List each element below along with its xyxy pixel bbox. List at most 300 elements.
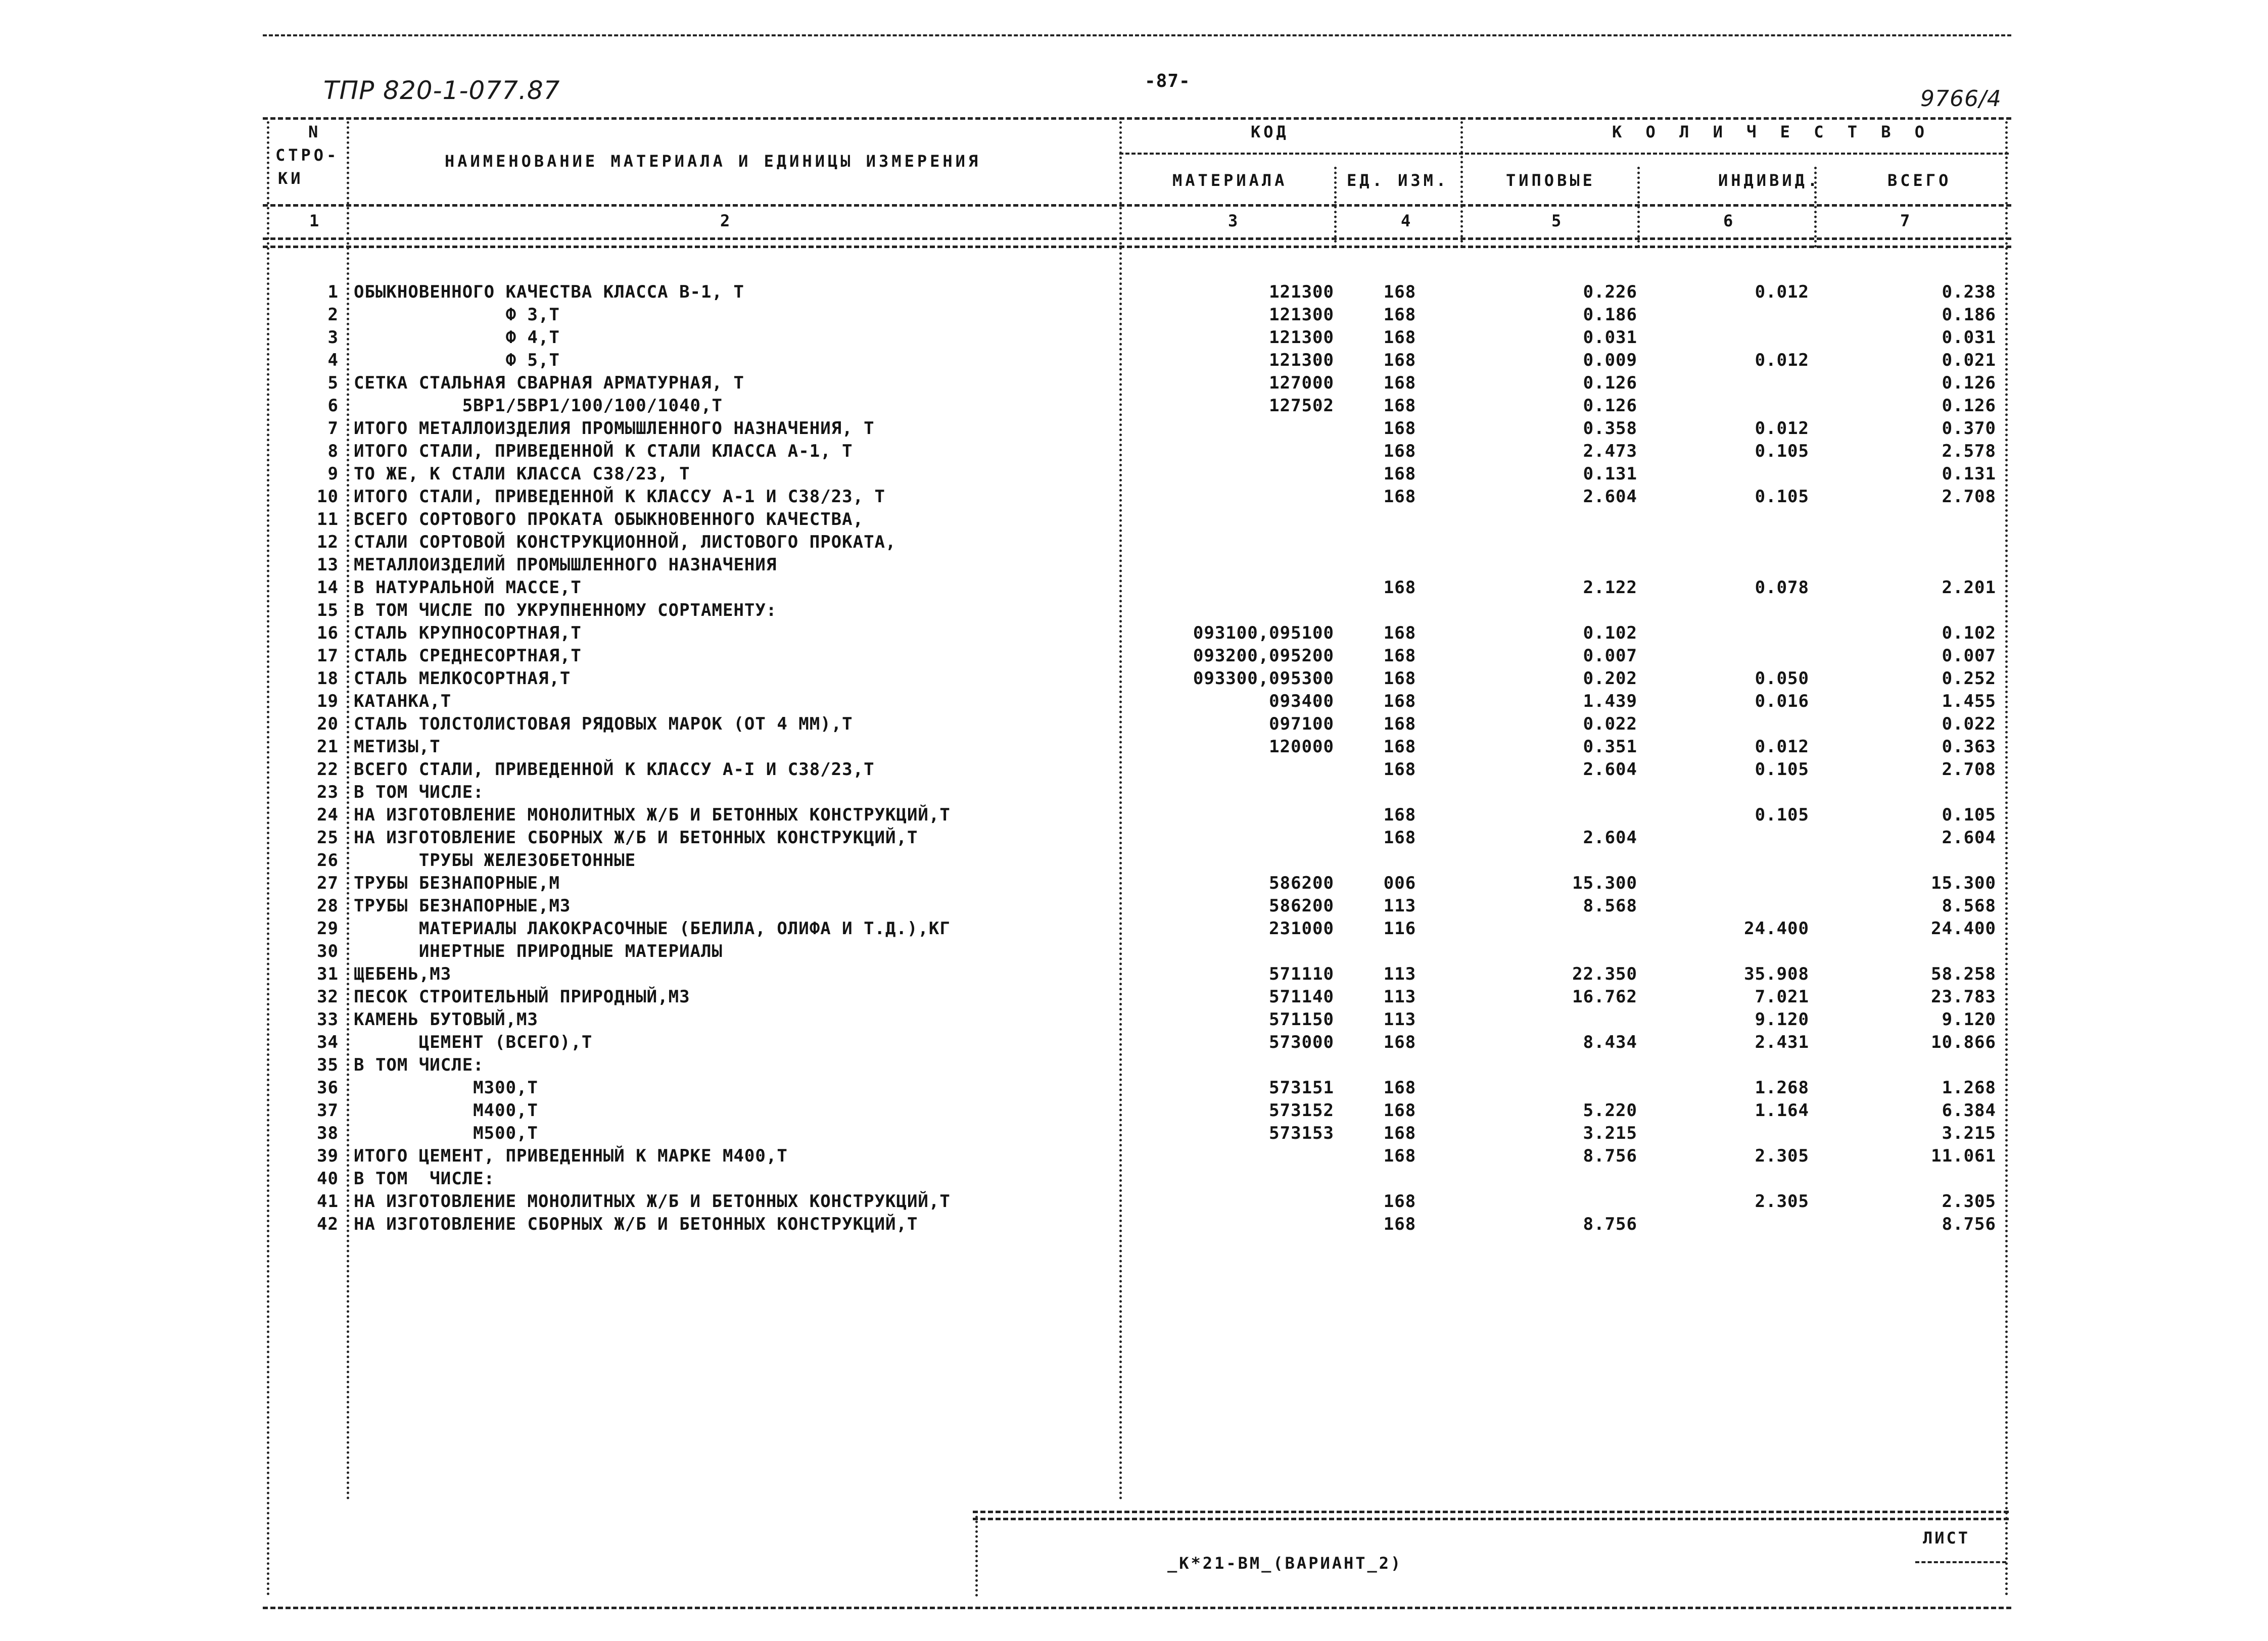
table-row	[0, 577, 2268, 600]
row-material: ИТОГО СТАЛИ, ПРИВЕДЕННОЙ К СТАЛИ КЛАССА А-1, Т	[354, 441, 853, 461]
row-material: В ТОМ ЧИСЛЕ ПО УКРУПНЕННОМУ СОРТАМЕНТУ:	[354, 600, 777, 620]
row-individual: 1.268	[1755, 1078, 1809, 1098]
row-total: 15.300	[1931, 873, 1996, 893]
row-unit: 168	[1383, 327, 1416, 348]
row-material: СТАЛЬ МЕЛКОСОРТНАЯ,Т	[354, 668, 571, 689]
row-number: 36	[317, 1078, 339, 1098]
row-material: Ф 3,Т	[354, 305, 560, 325]
row-number: 13	[317, 555, 339, 575]
row-number: 1	[327, 282, 339, 302]
row-individual: 0.105	[1755, 487, 1809, 507]
row-code: 231000	[1269, 919, 1334, 939]
row-unit: 168	[1383, 1078, 1416, 1098]
row-unit: 168	[1383, 1123, 1416, 1143]
table-row	[0, 941, 2268, 964]
footer-top-rule-2	[973, 1518, 2009, 1520]
table-row	[0, 1055, 2268, 1078]
row-typical: 0.102	[1583, 623, 1637, 643]
footer-sheet-rule	[1915, 1561, 2006, 1563]
row-unit: 168	[1383, 1146, 1416, 1166]
table-row	[0, 600, 2268, 623]
row-unit: 168	[1383, 396, 1416, 416]
table-row	[0, 1032, 2268, 1055]
table-row	[0, 646, 2268, 668]
header-quantity: К О Л И Ч Е С Т В О	[1612, 122, 1932, 141]
row-individual: 9.120	[1755, 1009, 1809, 1030]
header-unit: ЕД. ИЗМ.	[1347, 171, 1449, 190]
row-total: 0.022	[1942, 714, 1996, 734]
row-number: 28	[317, 896, 339, 916]
row-individual: 24.400	[1744, 919, 1809, 939]
table-row	[0, 805, 2268, 828]
header-code-sub: МАТЕРИАЛА	[1172, 171, 1288, 190]
table-row	[0, 1191, 2268, 1214]
row-code: 573151	[1269, 1078, 1334, 1098]
row-typical: 2.604	[1583, 487, 1637, 507]
row-material: СТАЛЬ КРУПНОСОРТНАЯ,Т	[354, 623, 582, 643]
table-row	[0, 964, 2268, 987]
row-total: 0.031	[1942, 327, 1996, 348]
row-material: НА ИЗГОТОВЛЕНИЕ СБОРНЫХ Ж/Б И БЕТОННЫХ КОНСТРУКЦИЙ,Т	[354, 1214, 918, 1234]
row-material: СТАЛЬ СРЕДНЕСОРТНАЯ,Т	[354, 646, 582, 666]
row-material: ВСЕГО СТАЛИ, ПРИВЕДЕННОЙ К КЛАССУ А-I И С38/23,Т	[354, 759, 875, 780]
table-row	[0, 487, 2268, 509]
row-number: 40	[317, 1169, 339, 1189]
row-individual: 2.305	[1755, 1146, 1809, 1166]
row-individual: 0.012	[1755, 737, 1809, 757]
table-row	[0, 350, 2268, 373]
row-typical: 3.215	[1583, 1123, 1637, 1143]
row-individual: 0.105	[1755, 441, 1809, 461]
header-total: ВСЕГО	[1887, 171, 1952, 190]
row-total: 0.252	[1942, 668, 1996, 689]
row-material: ИТОГО СТАЛИ, ПРИВЕДЕННОЙ К КЛАССУ А-1 И С38/23, Т	[354, 487, 886, 507]
row-number: 32	[317, 987, 339, 1007]
row-total: 0.021	[1942, 350, 1996, 370]
row-code: 121300	[1269, 327, 1334, 348]
table-row	[0, 782, 2268, 805]
row-material: НА ИЗГОТОВЛЕНИЕ МОНОЛИТНЫХ Ж/Б И БЕТОННЫХ КОНСТРУКЦИЙ,Т	[354, 1191, 951, 1212]
table-row	[0, 396, 2268, 418]
row-number: 3	[327, 327, 339, 348]
row-material: ТРУБЫ ЖЕЛЕЗОБЕТОННЫЕ	[354, 850, 636, 871]
row-material: СТАЛИ СОРТОВОЙ КОНСТРУКЦИОННОЙ, ЛИСТОВОГО ПРОКАТА,	[354, 532, 896, 552]
row-individual: 0.016	[1755, 691, 1809, 711]
row-number: 35	[317, 1055, 339, 1075]
row-number: 38	[317, 1123, 339, 1143]
row-unit: 113	[1383, 987, 1416, 1007]
row-unit: 168	[1383, 441, 1416, 461]
row-code: 121300	[1269, 282, 1334, 302]
row-number: 15	[317, 600, 339, 620]
row-number: 29	[317, 919, 339, 939]
row-material: 5ВР1/5ВР1/100/100/1040,Т	[354, 396, 723, 416]
row-total: 2.708	[1942, 487, 1996, 507]
row-total: 2.708	[1942, 759, 1996, 780]
row-unit: 168	[1383, 668, 1416, 689]
row-typical: 0.351	[1583, 737, 1637, 757]
sheet-reference: 9766/4	[1920, 86, 2002, 112]
row-code: 120000	[1269, 737, 1334, 757]
table-row	[0, 418, 2268, 441]
row-code: 093100,095100	[1193, 623, 1334, 643]
row-total: 0.007	[1942, 646, 1996, 666]
row-number: 10	[317, 487, 339, 507]
row-code: 093300,095300	[1193, 668, 1334, 689]
row-typical: 16.762	[1572, 987, 1637, 1007]
row-number: 41	[317, 1191, 339, 1212]
row-number: 26	[317, 850, 339, 871]
row-total: 8.568	[1942, 896, 1996, 916]
row-total: 2.305	[1942, 1191, 1996, 1212]
header-num-4: 4	[1401, 211, 1414, 230]
row-code: 573153	[1269, 1123, 1334, 1143]
row-individual: 0.078	[1755, 577, 1809, 598]
col-sep-code	[1334, 167, 1337, 248]
document-code: ТПР 820-1-077.87	[323, 76, 560, 105]
row-typical: 0.226	[1583, 282, 1637, 302]
row-total: 0.363	[1942, 737, 1996, 757]
row-number: 42	[317, 1214, 339, 1234]
footer-variant-label: _К*21-ВМ_(ВАРИАНТ_2)	[1167, 1554, 1403, 1573]
row-code: 127000	[1269, 373, 1334, 393]
table-row	[0, 1214, 2268, 1237]
row-typical: 0.007	[1583, 646, 1637, 666]
header-num-2: 2	[720, 211, 733, 230]
row-material: В НАТУРАЛЬНОЙ МАССЕ,Т	[354, 577, 582, 598]
row-individual: 0.105	[1755, 759, 1809, 780]
row-material: Ф 4,Т	[354, 327, 560, 348]
row-total: 10.866	[1931, 1032, 1996, 1052]
row-number: 31	[317, 964, 339, 984]
row-number: 12	[317, 532, 339, 552]
row-individual: 0.012	[1755, 418, 1809, 439]
row-total: 0.126	[1942, 396, 1996, 416]
header-num-1: 1	[309, 211, 322, 230]
table-row	[0, 1009, 2268, 1032]
row-unit: 168	[1383, 487, 1416, 507]
table-row	[0, 668, 2268, 691]
row-typical: 0.358	[1583, 418, 1637, 439]
row-material: ПЕСОК СТРОИТЕЛЬНЫЙ ПРИРОДНЫЙ,М3	[354, 987, 690, 1007]
row-total: 3.215	[1942, 1123, 1996, 1143]
row-individual: 2.305	[1755, 1191, 1809, 1212]
row-individual: 0.105	[1755, 805, 1809, 825]
header-name: НАИМЕНОВАНИЕ МАТЕРИАЛА И ЕДИНИЦЫ ИЗМЕРЕНИЯ	[445, 152, 981, 171]
row-number: 20	[317, 714, 339, 734]
row-material: НА ИЗГОТОВЛЕНИЕ СБОРНЫХ Ж/Б И БЕТОННЫХ КОНСТРУКЦИЙ,Т	[354, 828, 918, 848]
row-code: 571110	[1269, 964, 1334, 984]
row-typical: 8.756	[1583, 1146, 1637, 1166]
header-bottom-rule	[263, 204, 2011, 207]
row-material: В ТОМ ЧИСЛЕ:	[354, 782, 484, 802]
row-material: ТРУБЫ БЕЗНАПОРНЫЕ,М3	[354, 896, 571, 916]
header-n: N	[308, 122, 321, 141]
table-row	[0, 1146, 2268, 1169]
table-row	[0, 623, 2268, 646]
table-row	[0, 714, 2268, 737]
row-typical: 0.022	[1583, 714, 1637, 734]
row-unit: 168	[1383, 418, 1416, 439]
row-number: 39	[317, 1146, 339, 1166]
row-number: 9	[327, 464, 339, 484]
table-row	[0, 737, 2268, 759]
row-code: 586200	[1269, 873, 1334, 893]
col-sep-unit	[1460, 121, 1463, 248]
table-row	[0, 1123, 2268, 1146]
row-total: 9.120	[1942, 1009, 1996, 1030]
header-sub-rule	[1119, 153, 2009, 155]
row-unit: 168	[1383, 1100, 1416, 1121]
row-material: СТАЛЬ ТОЛСТОЛИСТОВАЯ РЯДОВЫХ МАРОК (ОТ 4 ММ),Т	[354, 714, 853, 734]
row-unit: 113	[1383, 964, 1416, 984]
row-code: 093200,095200	[1193, 646, 1334, 666]
row-individual: 2.431	[1755, 1032, 1809, 1052]
row-code: 121300	[1269, 305, 1334, 325]
row-number: 34	[317, 1032, 339, 1052]
table-row	[0, 896, 2268, 919]
table-row	[0, 555, 2268, 577]
row-unit: 168	[1383, 1032, 1416, 1052]
row-material: ТРУБЫ БЕЗНАПОРНЫЕ,М	[354, 873, 560, 893]
row-number: 37	[317, 1100, 339, 1121]
table-row	[0, 873, 2268, 896]
header-num-rule	[263, 237, 2011, 240]
row-number: 5	[327, 373, 339, 393]
row-individual: 7.021	[1755, 987, 1809, 1007]
table-row	[0, 305, 2268, 327]
row-code: 571150	[1269, 1009, 1334, 1030]
row-typical: 0.031	[1583, 327, 1637, 348]
header-n-line3: КИ	[278, 169, 304, 188]
row-total: 6.384	[1942, 1100, 1996, 1121]
row-total: 0.238	[1942, 282, 1996, 302]
row-total: 58.258	[1931, 964, 1996, 984]
row-typical: 5.220	[1583, 1100, 1637, 1121]
row-number: 30	[317, 941, 339, 961]
row-typical: 8.568	[1583, 896, 1637, 916]
row-unit: 168	[1383, 759, 1416, 780]
row-material: МАТЕРИАЛЫ ЛАКОКРАСОЧНЫЕ (БЕЛИЛА, ОЛИФА И Т.Д.),КГ	[354, 919, 951, 939]
row-typical: 8.434	[1583, 1032, 1637, 1052]
row-unit: 168	[1383, 577, 1416, 598]
row-typical: 2.604	[1583, 759, 1637, 780]
row-number: 16	[317, 623, 339, 643]
row-typical: 22.350	[1572, 964, 1637, 984]
row-typical: 0.202	[1583, 668, 1637, 689]
page-marker: -87-	[1145, 71, 1191, 91]
row-typical: 2.122	[1583, 577, 1637, 598]
row-typical: 2.473	[1583, 441, 1637, 461]
row-code: 093400	[1269, 691, 1334, 711]
table-row	[0, 1169, 2268, 1191]
row-number: 27	[317, 873, 339, 893]
table-row	[0, 464, 2268, 487]
row-number: 24	[317, 805, 339, 825]
row-total: 0.102	[1942, 623, 1996, 643]
row-typical: 0.126	[1583, 373, 1637, 393]
table-row	[0, 509, 2268, 532]
row-code: 571140	[1269, 987, 1334, 1007]
row-unit: 168	[1383, 350, 1416, 370]
row-material: МЕТАЛЛОИЗДЕЛИЙ ПРОМЫШЛЕННОГО НАЗНАЧЕНИЯ	[354, 555, 777, 575]
table-row	[0, 987, 2268, 1009]
row-number: 25	[317, 828, 339, 848]
footer-top-rule	[973, 1511, 2009, 1513]
row-material: СЕТКА СТАЛЬНАЯ СВАРНАЯ АРМАТУРНАЯ, Т	[354, 373, 744, 393]
row-number: 23	[317, 782, 339, 802]
row-unit: 006	[1383, 873, 1416, 893]
row-total: 11.061	[1931, 1146, 1996, 1166]
table-row	[0, 1100, 2268, 1123]
row-typical: 0.186	[1583, 305, 1637, 325]
header-n-line2: СТРО-	[275, 146, 340, 165]
header-num-6: 6	[1723, 211, 1736, 230]
row-unit: 168	[1383, 373, 1416, 393]
table-row	[0, 1078, 2268, 1100]
row-material: ИНЕРТНЫЕ ПРИРОДНЫЕ МАТЕРИАЛЫ	[354, 941, 723, 961]
row-material: ОБЫКНОВЕННОГО КАЧЕСТВА КЛАССА В-1, Т	[354, 282, 744, 302]
row-material: ИТОГО МЕТАЛЛОИЗДЕЛИЯ ПРОМЫШЛЕННОГО НАЗНАЧЕНИЯ, Т	[354, 418, 875, 439]
header-num-5: 5	[1551, 211, 1565, 230]
row-number: 33	[317, 1009, 339, 1030]
table-row	[0, 373, 2268, 396]
title-underline	[263, 117, 2011, 120]
row-material: КАМЕНЬ БУТОВЫЙ,М3	[354, 1009, 538, 1030]
header-typical: ТИПОВЫЕ	[1506, 171, 1595, 190]
row-number: 19	[317, 691, 339, 711]
row-material: ИТОГО ЦЕМЕНТ, ПРИВЕДЕННЫЙ К МАРКЕ М400,Т	[354, 1146, 788, 1166]
col-sep-ind	[1814, 167, 1817, 248]
top-dashed-rule	[263, 34, 2011, 36]
row-total: 23.783	[1931, 987, 1996, 1007]
row-code: 573152	[1269, 1100, 1334, 1121]
row-total: 1.268	[1942, 1078, 1996, 1098]
row-total: 2.578	[1942, 441, 1996, 461]
table-row	[0, 327, 2268, 350]
row-material: ЩЕБЕНЬ,М3	[354, 964, 452, 984]
row-unit: 116	[1383, 919, 1416, 939]
row-total: 0.370	[1942, 418, 1996, 439]
row-total: 1.455	[1942, 691, 1996, 711]
row-typical: 2.604	[1583, 828, 1637, 848]
row-typical: 15.300	[1572, 873, 1637, 893]
header-num-3: 3	[1228, 211, 1241, 230]
row-individual: 0.050	[1755, 668, 1809, 689]
row-unit: 168	[1383, 737, 1416, 757]
col-sep-typ	[1637, 167, 1640, 248]
table-row	[0, 441, 2268, 464]
row-unit: 168	[1383, 1191, 1416, 1212]
row-material: КАТАНКА,Т	[354, 691, 452, 711]
row-typical: 0.131	[1583, 464, 1637, 484]
row-number: 11	[317, 509, 339, 529]
row-material: МЕТИЗЫ,Т	[354, 737, 441, 757]
row-total: 8.756	[1942, 1214, 1996, 1234]
row-typical: 8.756	[1583, 1214, 1637, 1234]
row-code: 586200	[1269, 896, 1334, 916]
table-row	[0, 691, 2268, 714]
row-code: 097100	[1269, 714, 1334, 734]
row-unit: 168	[1383, 805, 1416, 825]
row-number: 4	[327, 350, 339, 370]
bottom-dashed-rule	[263, 1607, 2011, 1609]
row-material: НА ИЗГОТОВЛЕНИЕ МОНОЛИТНЫХ Ж/Б И БЕТОННЫХ КОНСТРУКЦИЙ,Т	[354, 805, 951, 825]
row-individual: 0.012	[1755, 282, 1809, 302]
header-num-7: 7	[1900, 211, 1913, 230]
row-material: ЦЕМЕНТ (ВСЕГО),Т	[354, 1032, 593, 1052]
row-total: 0.186	[1942, 305, 1996, 325]
row-unit: 168	[1383, 282, 1416, 302]
row-total: 0.126	[1942, 373, 1996, 393]
row-material: В ТОМ ЧИСЛЕ:	[354, 1055, 484, 1075]
row-code: 127502	[1269, 396, 1334, 416]
row-unit: 168	[1383, 828, 1416, 848]
footer-left-sep	[975, 1516, 978, 1597]
row-number: 18	[317, 668, 339, 689]
header-individual: ИНДИВИД.	[1718, 171, 1821, 190]
header-code: КОД	[1251, 122, 1289, 141]
row-number: 21	[317, 737, 339, 757]
row-total: 24.400	[1931, 919, 1996, 939]
table-row	[0, 828, 2268, 850]
row-individual: 1.164	[1755, 1100, 1809, 1121]
row-material: ВСЕГО СОРТОВОГО ПРОКАТА ОБЫКНОВЕННОГО КАЧЕСТВА,	[354, 509, 864, 529]
body-top-rule	[263, 246, 2011, 248]
row-number: 7	[327, 418, 339, 439]
row-unit: 168	[1383, 305, 1416, 325]
row-unit: 168	[1383, 1214, 1416, 1234]
row-typical: 1.439	[1583, 691, 1637, 711]
row-typical: 0.009	[1583, 350, 1637, 370]
row-material: Ф 5,Т	[354, 350, 560, 370]
row-typical: 0.126	[1583, 396, 1637, 416]
row-number: 17	[317, 646, 339, 666]
row-material: ТО ЖЕ, К СТАЛИ КЛАССА С38/23, Т	[354, 464, 690, 484]
row-unit: 168	[1383, 623, 1416, 643]
row-unit: 168	[1383, 464, 1416, 484]
row-number: 22	[317, 759, 339, 780]
row-unit: 113	[1383, 896, 1416, 916]
row-unit: 168	[1383, 714, 1416, 734]
row-material: М500,Т	[354, 1123, 538, 1143]
row-unit: 168	[1383, 646, 1416, 666]
row-unit: 168	[1383, 691, 1416, 711]
table-row	[0, 282, 2268, 305]
row-code: 121300	[1269, 350, 1334, 370]
footer-sheet-label: ЛИСТ	[1923, 1528, 1970, 1548]
table-row	[0, 759, 2268, 782]
row-individual: 0.012	[1755, 350, 1809, 370]
row-material: М400,Т	[354, 1100, 538, 1121]
table-row	[0, 532, 2268, 555]
row-total: 2.201	[1942, 577, 1996, 598]
row-individual: 35.908	[1744, 964, 1809, 984]
table-row	[0, 919, 2268, 941]
row-total: 0.105	[1942, 805, 1996, 825]
row-total: 2.604	[1942, 828, 1996, 848]
row-total: 0.131	[1942, 464, 1996, 484]
row-number: 6	[327, 396, 339, 416]
row-number: 8	[327, 441, 339, 461]
row-unit: 113	[1383, 1009, 1416, 1030]
row-code: 573000	[1269, 1032, 1334, 1052]
table-row	[0, 850, 2268, 873]
row-material: М300,Т	[354, 1078, 538, 1098]
row-number: 2	[327, 305, 339, 325]
row-material: В ТОМ ЧИСЛЕ:	[354, 1169, 495, 1189]
row-number: 14	[317, 577, 339, 598]
